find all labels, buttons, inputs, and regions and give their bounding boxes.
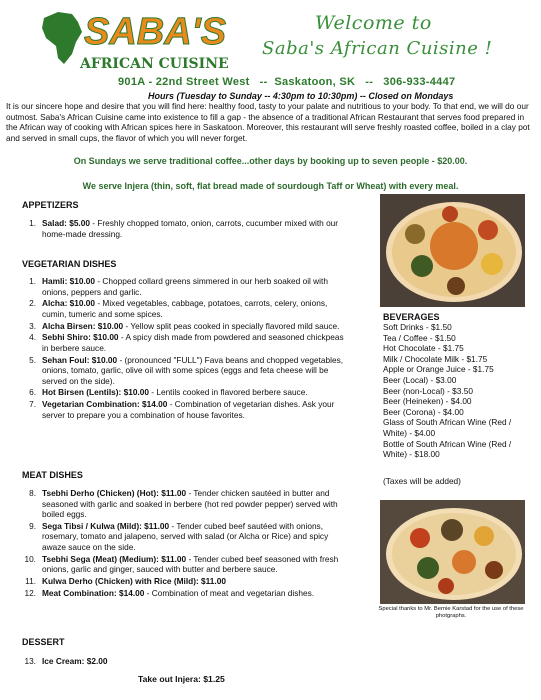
beverage-item: Apple or Orange Juice - $1.75 — [383, 364, 494, 375]
photo-credit-caption: Special thanks to Mr. Bernie Karstad for the use of these photgraphs. — [378, 606, 524, 619]
beverage-item: Bottle of South African Wine (Red / White) - $18.00 — [383, 438, 512, 460]
beverages-list — [383, 322, 533, 460]
item-name: Sehan Foul: $10.00 — [42, 354, 118, 365]
item-desc: - Combination of meat and vegetarian dishes. — [144, 587, 315, 598]
item-number: 6. — [29, 387, 36, 398]
item-desc: - Tender chicken sautéed in butter and seasoned with garlic and soaked in berbere (hot red powder pepper) served with boiled eggs. — [42, 488, 338, 519]
item-number: 4. — [29, 332, 36, 343]
item-desc: - Yellow split peas cooked in specially flavored mild sauce. — [123, 320, 340, 331]
menu-item — [22, 321, 352, 332]
item-name: Vegetarian Combination: $14.00 — [42, 399, 168, 410]
item-number: 9. — [29, 520, 36, 531]
menu-item — [22, 399, 352, 420]
appetizers-list — [22, 218, 342, 240]
item-number: 12. — [24, 587, 36, 598]
beverage-item: Glass of South African Wine (Red / White) - $4.00 — [383, 417, 512, 438]
injera-note: We serve Injera (thin, soft, flat bread made of sourdough Taff or Wheat) with every meal. — [82, 181, 459, 191]
beverage-item: Hot Chocolate - $1.75 — [383, 343, 464, 354]
menu-item — [22, 521, 352, 553]
item-number: 1. — [29, 276, 36, 286]
item-name: Hamli: $10.00 — [42, 276, 96, 286]
item-desc: - Combination of vegetarian dishes. Ask your server to prepare you a combination of house favorites. — [42, 399, 335, 420]
item-number: 10. — [24, 553, 36, 564]
logo-subtitle: AFRICAN CUISINE — [80, 56, 229, 72]
item-number: 2. — [29, 298, 36, 309]
appetizers-heading: APPETIZERS — [22, 200, 79, 210]
item-name: Tsebhi Sega (Meat) (Medium): $11.00 — [42, 553, 187, 564]
beverage-item: Beer (Corona) - $4.00 — [383, 406, 464, 417]
item-number: 11. — [25, 575, 36, 586]
item-number: 7. — [29, 399, 36, 410]
item-name: Sega Tibsi / Kulwa (Mild): $11.00 — [42, 520, 170, 531]
item-desc: - Tender cubed beef sautéed with onions, rosemary, tomato and jalapeno, served with salad (or Alcha or Rice) and spicy awaze sauce on the side. — [42, 520, 329, 552]
item-desc: - Lentils cooked in flavored berbere sauce. — [148, 387, 308, 398]
logo-name: SABA'S — [84, 11, 227, 53]
beverage-item: Milk / Chocolate Milk - $1.75 — [383, 353, 488, 364]
africa-map-icon — [42, 12, 82, 64]
item-desc: - Mixed vegetables, cabbage, potatoes, carrots, celery, onions, cumin, tumeric and some spices. — [42, 298, 328, 319]
item-number: 1. — [29, 218, 36, 228]
item-number: 8. — [29, 488, 36, 498]
vegetarian-list — [22, 276, 352, 422]
food-platter-photo-1 — [380, 194, 525, 307]
item-name: Salad: $5.00 — [42, 218, 90, 228]
item-name: Ice Cream: $2.00 — [42, 656, 108, 666]
beverages-heading: BEVERAGES — [383, 312, 440, 322]
meat-list — [22, 488, 352, 599]
item-number: 3. — [29, 320, 36, 331]
menu-item — [22, 488, 352, 520]
item-name: Kulwa Derho (Chicken) with Rice (Mild): $11.00 — [42, 575, 226, 586]
dessert-heading: DESSERT — [22, 637, 65, 647]
welcome-line-1: Welcome to — [315, 12, 432, 34]
menu-item — [22, 276, 352, 297]
vegetarian-heading: VEGETARIAN DISHES — [22, 259, 117, 269]
beverage-item: Beer (Local) - $3.00 — [383, 374, 457, 385]
item-desc: - (pronounced "FULL") Fava beans and chopped vegetables, onions, tomato, garlic, olive oil with some spices (eggs and feta cheese will be served on the side). — [42, 354, 344, 386]
menu-item — [22, 576, 352, 587]
menu-item — [22, 554, 352, 575]
beverage-item: Beer (non-Local) - $3.50 — [383, 385, 473, 396]
welcome-line-2: Saba's African Cuisine ! — [262, 38, 493, 59]
meat-heading: MEAT DISHES — [22, 470, 83, 480]
item-name: Sebhi Shiro: $10.00 — [42, 332, 119, 343]
menu-item — [22, 588, 352, 599]
sunday-coffee-note: On Sundays we serve traditional coffee...other days by booking up to seven people - $20.00. — [73, 156, 468, 166]
item-name: Alcha: $10.00 — [42, 298, 96, 309]
takeout-injera-price: Take out Injera: $1.25 — [138, 674, 225, 684]
item-name: Alcha Birsen: $10.00 — [42, 320, 124, 331]
item-desc: - Tender cubed beef seasoned with fresh onions, garlic and ginger, sauced with butter and berbere sauce. — [42, 553, 339, 575]
menu-item — [22, 332, 352, 353]
menu-item — [22, 656, 322, 667]
taxes-note: (Taxes will be added) — [383, 476, 461, 486]
item-name: Meat Combination: $14.00 — [42, 587, 145, 598]
hours-line: Hours (Tuesday to Sunday -- 4:30pm to 10:30pm) -- Closed on Mondays — [148, 91, 454, 101]
address-line: 901A - 22nd Street West -- Saskatoon, SK -- 306-933-4447 — [118, 76, 456, 88]
item-desc: - A spicy dish made from powdered and seasoned chickpeas in berbere sauce. — [42, 332, 344, 353]
item-name: Hot Birsen (Lentils): $10.00 — [42, 387, 149, 398]
beverage-item: Tea / Coffee - $1.50 — [383, 332, 456, 343]
menu-item — [22, 218, 342, 239]
beverage-item: Soft Drinks - $1.50 — [383, 322, 452, 332]
sabas-logo — [38, 6, 238, 72]
dessert-list — [22, 656, 322, 668]
food-platter-photo-2 — [380, 500, 525, 604]
menu-item — [22, 355, 352, 387]
menu-item — [22, 298, 352, 319]
item-number: 5. — [29, 354, 36, 365]
item-name: Tsebhi Derho (Chicken) (Hot): $11.00 — [42, 488, 187, 498]
beverage-item: Beer (Heineken) - $4.00 — [383, 396, 472, 407]
intro-paragraph: It is our sincere hope and desire that you will find here: healthy food, tasty to your palate and nutritious to your body. To that end, we will do our outmost. Saba's African Cuisine came into existence to fill a gap - the absence of a traditional African Restaurant that serves food prepared in the African way of cooking with African spices here in Saskatoon. Moreover, this restaurant will serve freshly roasted coffee, boiled in a clay pot and served in small cups, the flavor of which you will never forget. — [6, 101, 530, 143]
menu-item — [22, 387, 352, 398]
item-desc: - Freshly chopped tomato, onion, carrots, cucumber mixed with our home-made dressing. — [42, 218, 339, 239]
item-number: 13. — [24, 656, 36, 666]
item-desc: - Chopped collard greens simmered in our herb soaked oil with onions, peppers and garlic. — [42, 276, 328, 297]
